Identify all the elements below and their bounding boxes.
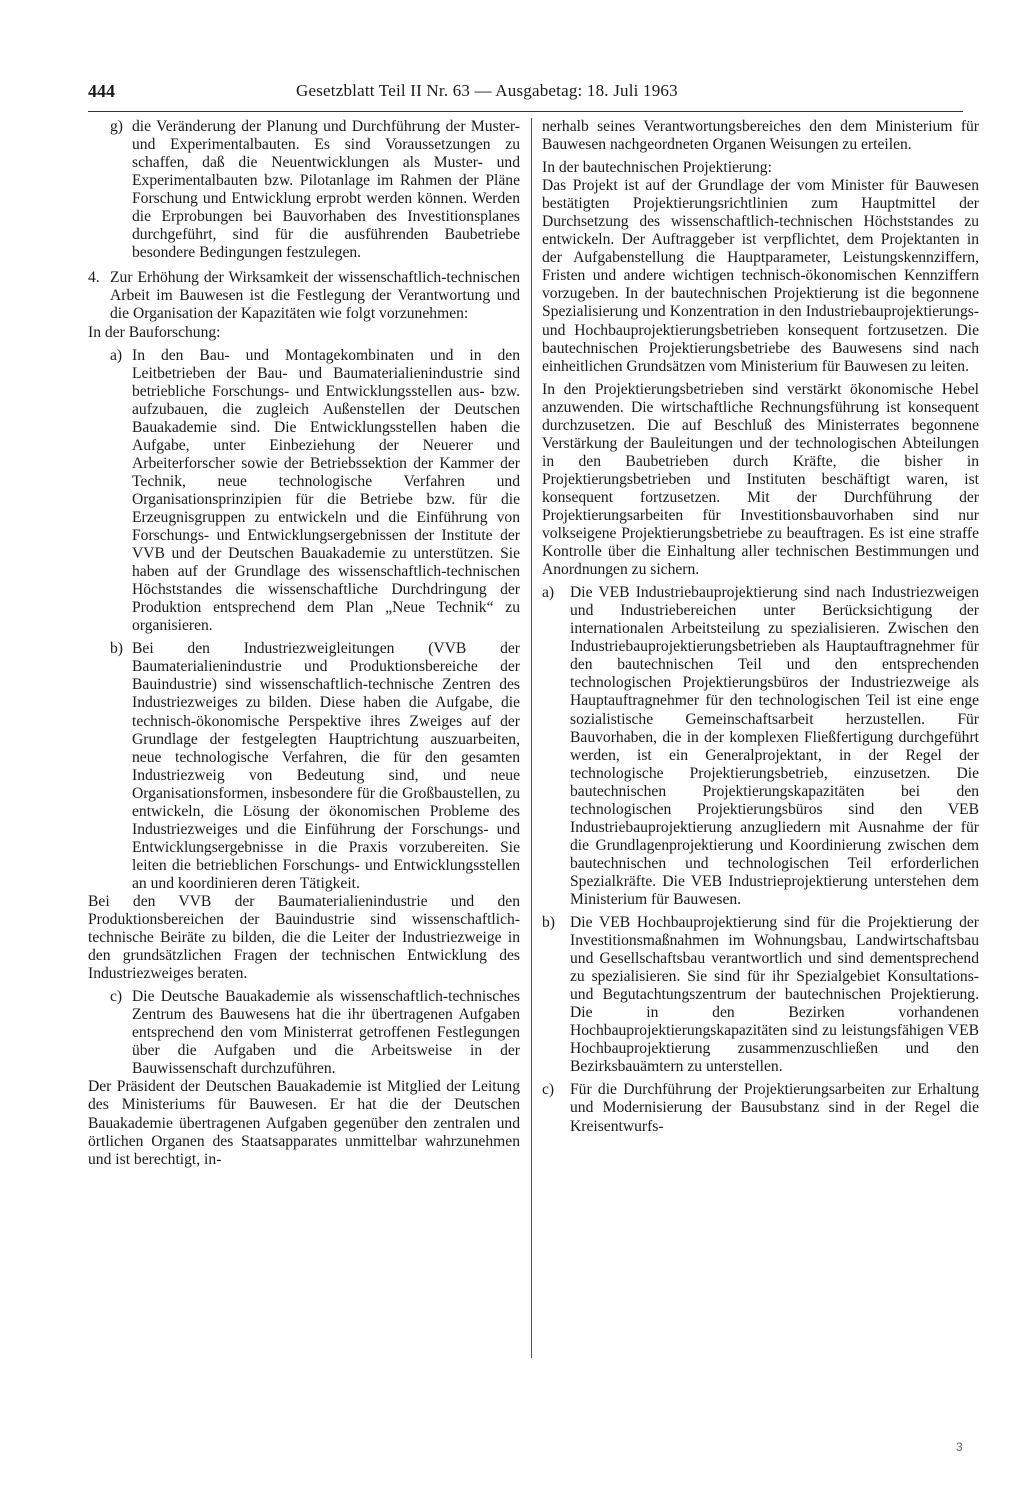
paragraph: Das Projekt ist auf der Grundlage der vom Minister für Bauwesen bestätigten Projektierungsrichtlinien zum Hauptmittel der Durchsetzung des wissenschaftlich-technischen Höchststandes zu entwickeln. Der Auftraggeber ist verpflichtet, dem Projektanten in der Aufgabenstellung die Hauptparameter, Leistungskennziffern, Fristen und andere wichtigen technisch-ökonomischen Kennziffern vorzugeben. In der bautechnischen Projektierung ist die begonnene Spezialisierung und Konzentration in den Industriebauprojektierungs- und Hochbauprojektierungsbetrieben konsequent fortzusetzen. Die bautechnischen Projektierungsbetriebe des Bauwesens sind nach einheitlichen Grundsätzen vom Ministerium für Bauwesen zu leiten. <box>542 177 979 375</box>
item-label: c) <box>542 1081 555 1099</box>
item-label: a) <box>542 584 555 602</box>
item-label: 4. <box>88 269 100 287</box>
item-label: a) <box>110 346 123 364</box>
column-divider <box>531 118 532 1358</box>
paragraph: In den Projektierungsbetrieben sind verstärkt ökonomische Hebel anzuwenden. Die wirtschaftliche Rechnungsführung ist konsequent durchzusetzen. Die auf Beschluß des Ministerrates begonnene Verstärkung der Bauleitungen und der technologischen Abteilungen in den Baubetrieben durch Kräfte, die bisher in Projektierungsbetrieben und Instituten beschäftigt waren, ist konsequent fortzusetzen. Mit der Durchführung der Projektierungsarbeiten für Investitionsbauvorhaben sind nur volkseigene Projektierungsbetriebe zu beauftragen. Es ist eine straffe Kontrolle über die Einhaltung aller technischen Bestimmungen und Anordnungen zu sichern. <box>542 380 979 579</box>
page-mark: 3 <box>956 1440 963 1454</box>
item-text: In den Bau- und Montagekombinaten und in den Leitbetrieben der Bau- und Baumaterialienindustrie sind betriebliche Forschungs- und Entwicklungsstellen aus- bzw. aufzubauen, die zugleich Außenstellen der Deutschen Bauakademie sind. Die Entwicklungsstellen haben die Aufgabe, unter Einbeziehung der Neuerer und Arbeiterforscher sowie der Betriebssektion der Kammer der Technik, neue technologische Verfahren und Organisationsprinzipien für die Betriebe bzw. für die Erzeugnisgruppen zu entwickeln und die Einführung von Forschungs- und Entwicklungsergebnissen der Institute der VVB und der Deutschen Bauakademie zu unterstützen. Sie haben auf der Grundlage des wissenschaftlich-technischen Höchststandes die wissenschaftliche Durchdringung der Produktion entsprechend dem Plan „Neue Technik“ zu organisieren. <box>132 346 520 635</box>
right-column <box>542 118 979 1136</box>
header-rule <box>88 111 963 112</box>
item-text: Die VEB Hochbauprojektierung sind für die Projektierung der Investitionsmaßnahmen im Wohnungsbau, Landwirtschaftsbau und Gesellschaftsbau verantwortlich und sind dementsprechend zu spezialisieren. Sie sind für ihr Spezialgebiet Konsultations- und Begutachtungszentrum der bautechnischen Projektierung. Die in den Bezirken vorhandenen Hochbauprojektierungskapazitäten sind zu leistungsfähigen VEB Hochbauprojektierung zusammenzuschließen und den Bezirksbauämtern zu unterstellen. <box>570 914 979 1076</box>
item-label: c) <box>110 988 123 1006</box>
item-text: Zur Erhöhung der Wirksamkeit der wissenschaftlich-technischen Arbeit im Bauwesen ist die Festlegung der Verantwortung und die Organisation der Kapazitäten wie folgt vorzunehmen: <box>110 269 520 323</box>
item-label: b) <box>110 640 123 658</box>
list-item-a <box>542 584 979 909</box>
item-text: die Veränderung der Planung und Durchführung der Muster- und Experimentalbauten. Es sind Voraussetzungen zu schaffen, daß die Neuentwicklungen als Muster- und Experimentalbauten bzw. Pilotanlage im Rahmen der Pläne Forschung und Entwicklung erprobt werden können. Werden die Erprobungen bei Bauvorhaben des Investitionsplanes durchgeführt, sind für die ausführenden Baubetriebe besondere Bedingungen festzulegen. <box>132 118 520 262</box>
section-heading: In der Bauforschung: <box>88 323 221 341</box>
item-label: b) <box>542 914 555 932</box>
list-item-4 <box>88 269 520 323</box>
list-item-b <box>110 640 520 893</box>
page-number: 444 <box>88 81 115 101</box>
list-item-c <box>542 1081 979 1135</box>
paragraph: Bei den VVB der Baumaterialienindustrie und den Produktionsbereichen der Bauindustrie sind wissenschaftlich-technische Beiräte zu bilden, die die Leiter der Industriezweige in den grundsätzlichen Fragen der technischen Entwicklung des Industriezweiges beraten. <box>88 892 520 983</box>
running-title: Gesetzblatt Teil II Nr. 63 — Ausgabetag: 18. Juli 1963 <box>296 81 678 100</box>
item-text: Die Deutsche Bauakademie als wissenschaftlich-technisches Zentrum des Bauwesens hat die ihr übertragenen Aufgaben entsprechend den vom Ministerrat getroffenen Festlegungen über die Aufgaben und die Arbeitsweise in der Bauwissenschaft durchzuführen. <box>132 988 520 1078</box>
item-text: Die VEB Industriebauprojektierung sind nach Industriezweigen und Industriebereichen unter Berücksichtigung der internationalen Arbeitsteilung zu spezialisieren. Zwischen den Industriebauprojektierungsbetrieben als Hauptauftragnehmer für den bautechnischen Teil und den entsprechenden technologischen Projektierungsbüros der Industriezweige als Hauptauftragnehmer für den technologischen Teil ist eine enge sozialistische Gemeinschaftsarbeit herzustellen. Für Bauvorhaben, die in der komplexen Fließfertigung durchgeführt werden, ist ein Generalprojektant, in der Regel der technologische Projektierungsbetrieb, einzusetzen. Die bautechnischen Projektierungskapazitäten bei den technologischen Projektierungsbüros sind den VEB Industriebauprojektierung anzugliedern mit Ausnahme der für die Grundlagenprojektierung und Koordinierung zwischen dem bautechnischen und technologischen Teil erforderlichen Spezialkräfte. Die VEB Industrieprojektierung unterstehen dem Ministerium für Bauwesen. <box>570 584 979 908</box>
list-item-b <box>542 914 979 1076</box>
item-text: Bei den Industriezweigleitungen (VVB der Baumaterialienindustrie und Produktionsbereiche der Bauindustrie) sind wissenschaftlich-technische Zentren des Industriezweiges zu bilden. Diese haben die Aufgabe, die technisch-ökonomische Perspektive ihres Zweiges auf der Grundlage der festgelegten Hauptrichtung auszuarbeiten, neue technologische Verfahren, die für den gesamten Industriezweig von Bedeutung sind, und neue Organisationsformen, insbesondere für die Großbaustellen, zu entwickeln, die Lösung der ökonomischen Probleme des Industriezweiges und die Einführung der Forschungs- und Entwicklungsergebnisse in die Praxis vorzubereiten. Sie leiten die betrieblichen Forschungs- und Entwicklungsstellen an und koordinieren deren Tätigkeit. <box>132 640 520 892</box>
page-header <box>88 78 963 104</box>
item-label: g) <box>110 118 123 135</box>
list-item-c <box>110 988 520 1078</box>
section-heading: In der bautechnischen Projektierung: <box>542 159 772 177</box>
left-column <box>88 118 520 1169</box>
item-text: Für die Durchführung der Projektierungsarbeiten zur Erhaltung und Modernisierung der Bausubstanz sind in der Regel die Kreisentwurfs- <box>570 1081 979 1135</box>
list-item-a <box>110 347 520 636</box>
paragraph: Der Präsident der Deutschen Bauakademie ist Mitglied der Leitung des Ministeriums für Bauwesen. Er hat die der Deutschen Bauakademie übertragenen Aufgaben gegenüber den zentralen und örtlichen Organen des Staatsapparates unmittelbar wahrzunehmen und ist berechtigt, in- <box>88 1078 520 1168</box>
paragraph: nerhalb seines Verantwortungsbereiches den dem Ministerium für Bauwesen nachgeordneten Organen Weisungen zu erteilen. <box>542 118 979 154</box>
list-item-g <box>110 118 520 262</box>
